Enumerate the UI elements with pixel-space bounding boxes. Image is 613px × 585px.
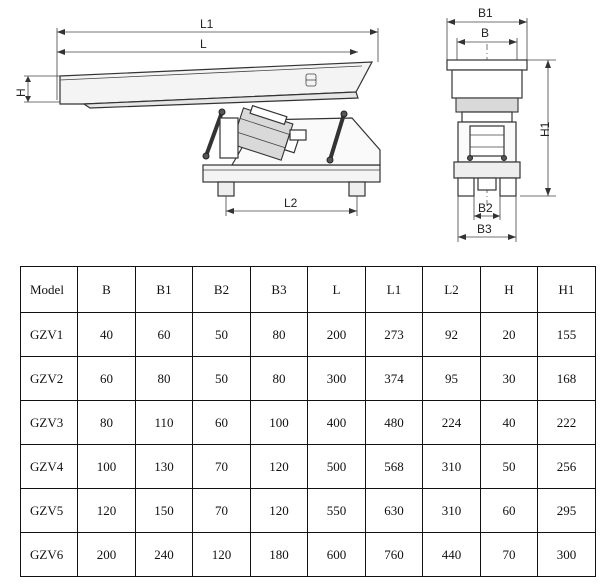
table-cell: 120: [78, 489, 136, 533]
table-cell: GZV3: [21, 401, 78, 445]
header-h1: H1: [538, 267, 596, 313]
table-cell: 120: [193, 533, 251, 577]
table-row: [21, 489, 596, 533]
technical-drawing: [0, 0, 613, 262]
table-row: [21, 401, 596, 445]
table-cell: 630: [366, 489, 423, 533]
table-cell: 155: [538, 313, 596, 357]
table-row: [21, 533, 596, 577]
table-cell: 300: [308, 357, 366, 401]
table-header-row: [21, 267, 596, 313]
table-cell: 60: [481, 489, 538, 533]
table-cell: 200: [78, 533, 136, 577]
table-cell: 224: [423, 401, 481, 445]
table-row: [21, 445, 596, 489]
table-cell: 80: [251, 313, 308, 357]
header-b3: B3: [251, 267, 308, 313]
table-cell: 60: [136, 313, 193, 357]
dim-label-h1: H1: [538, 121, 552, 137]
table-cell: 40: [481, 401, 538, 445]
table-row: [21, 313, 596, 357]
dim-label-h: H: [14, 88, 28, 97]
table-cell: 374: [366, 357, 423, 401]
dim-label-b1: B1: [478, 6, 493, 20]
table-cell: 95: [423, 357, 481, 401]
table-cell: 295: [538, 489, 596, 533]
side-view: [14, 17, 380, 216]
table-cell: 200: [308, 313, 366, 357]
table-cell: 80: [136, 357, 193, 401]
table-cell: 222: [538, 401, 596, 445]
table-cell: 120: [251, 489, 308, 533]
table-cell: 40: [78, 313, 136, 357]
table-cell: GZV2: [21, 357, 78, 401]
header-b1: B1: [136, 267, 193, 313]
table-cell: 180: [251, 533, 308, 577]
table-cell: 60: [78, 357, 136, 401]
table-cell: 100: [251, 401, 308, 445]
table-cell: 50: [481, 445, 538, 489]
table-cell: 300: [538, 533, 596, 577]
header-b: B: [78, 267, 136, 313]
table-cell: 256: [538, 445, 596, 489]
table-cell: 310: [423, 489, 481, 533]
dim-label-l1: L1: [200, 17, 214, 31]
table-cell: 273: [366, 313, 423, 357]
table-cell: 240: [136, 533, 193, 577]
table-cell: 20: [481, 313, 538, 357]
table-cell: 70: [193, 489, 251, 533]
table-cell: 600: [308, 533, 366, 577]
header-l2: L2: [423, 267, 481, 313]
table-cell: 168: [538, 357, 596, 401]
table-cell: 120: [251, 445, 308, 489]
specification-table: [20, 266, 596, 577]
table-cell: 500: [308, 445, 366, 489]
table-cell: 80: [251, 357, 308, 401]
table-cell: 70: [481, 533, 538, 577]
table-cell: GZV1: [21, 313, 78, 357]
front-view: [447, 6, 556, 242]
table-cell: 50: [193, 313, 251, 357]
header-l: L: [308, 267, 366, 313]
header-model: Model: [21, 267, 78, 313]
header-l1: L1: [366, 267, 423, 313]
table-cell: 70: [193, 445, 251, 489]
dim-label-l: L: [200, 37, 207, 51]
table-cell: GZV5: [21, 489, 78, 533]
table-cell: 400: [308, 401, 366, 445]
table-cell: 80: [78, 401, 136, 445]
table-cell: 480: [366, 401, 423, 445]
table-cell: 550: [308, 489, 366, 533]
dim-label-b: B: [481, 26, 490, 40]
dim-label-b2: B2: [478, 201, 493, 215]
dim-label-b3: B3: [477, 222, 492, 236]
table-cell: 60: [193, 401, 251, 445]
table-cell: 150: [136, 489, 193, 533]
table-cell: GZV4: [21, 445, 78, 489]
dim-label-l2: L2: [284, 196, 298, 210]
table-row: [21, 357, 596, 401]
table-cell: 310: [423, 445, 481, 489]
table-cell: GZV6: [21, 533, 78, 577]
table-cell: 440: [423, 533, 481, 577]
table-cell: 100: [78, 445, 136, 489]
table-cell: 130: [136, 445, 193, 489]
header-b2: B2: [193, 267, 251, 313]
table-cell: 760: [366, 533, 423, 577]
table-cell: 92: [423, 313, 481, 357]
table-cell: 50: [193, 357, 251, 401]
table-cell: 110: [136, 401, 193, 445]
header-h: H: [481, 267, 538, 313]
table-cell: 568: [366, 445, 423, 489]
table-cell: 30: [481, 357, 538, 401]
